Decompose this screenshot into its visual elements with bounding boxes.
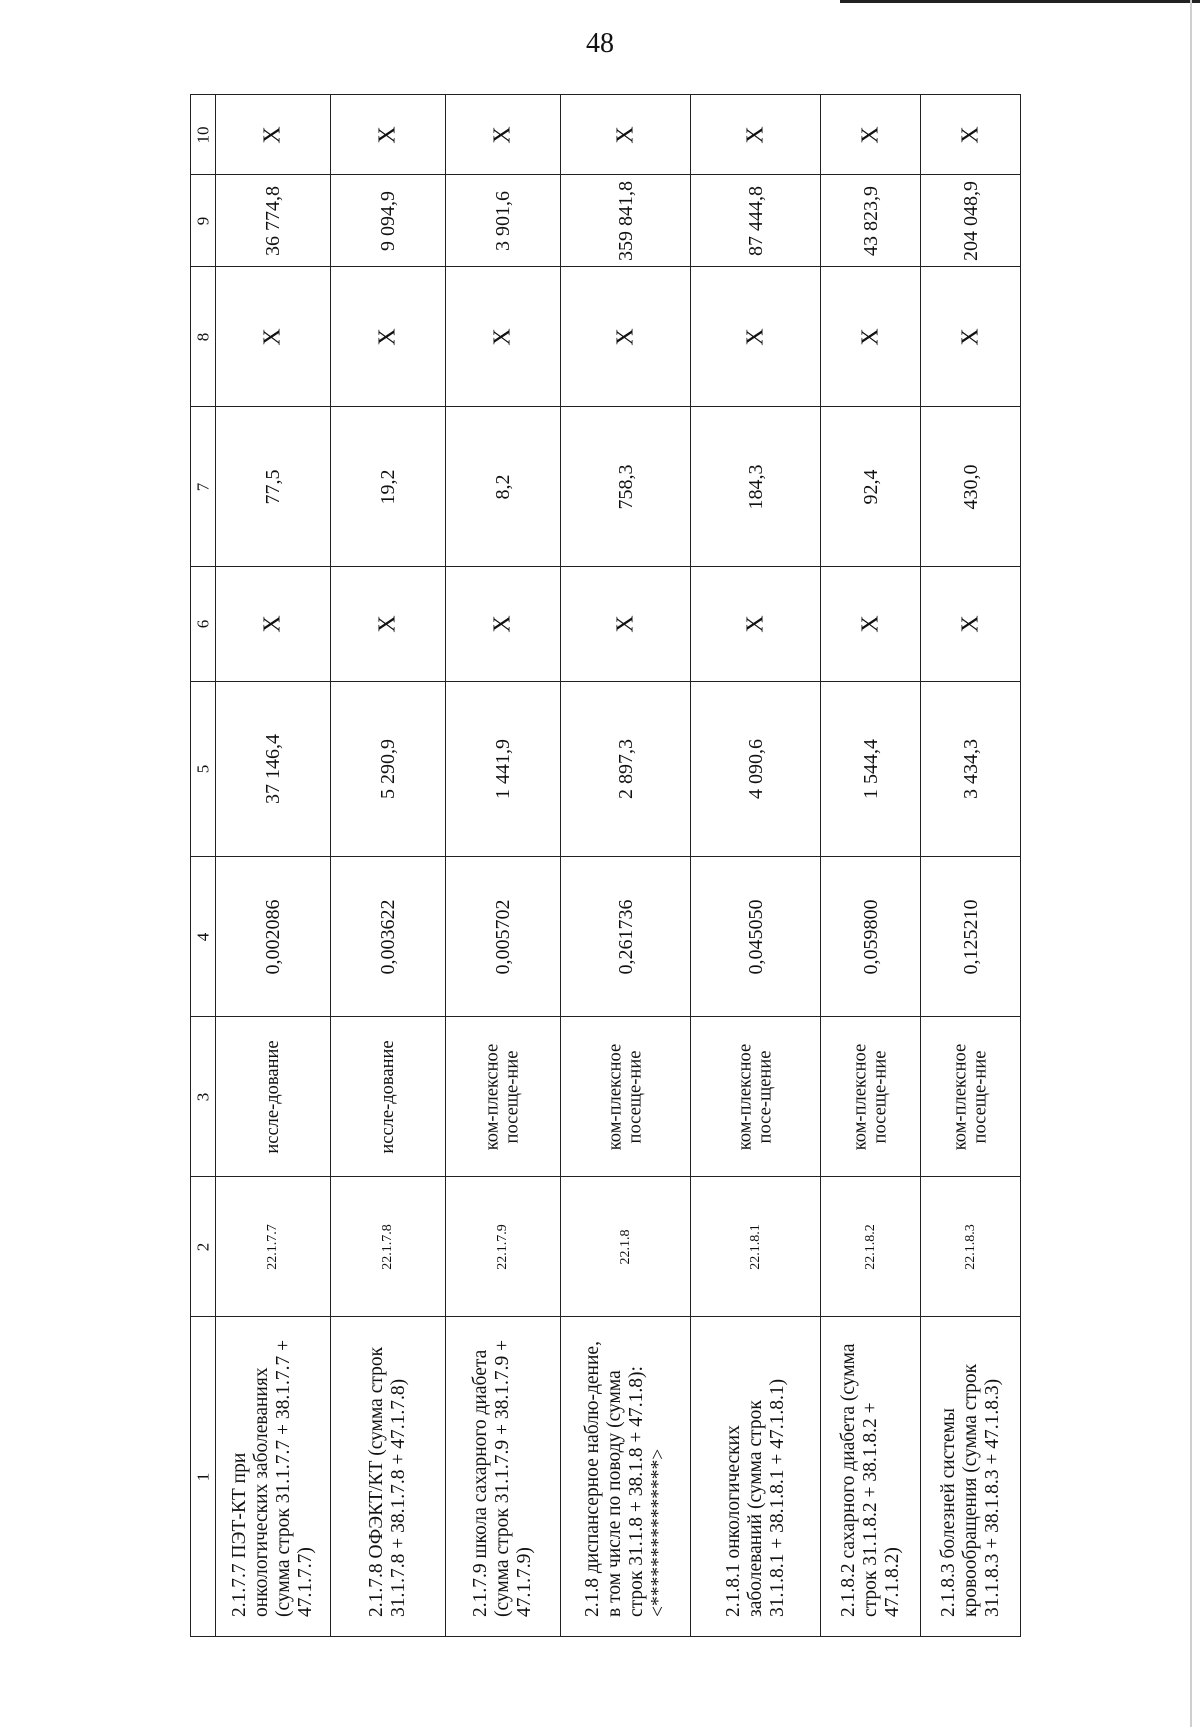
- cell-value: X: [259, 615, 286, 633]
- table-cell: [921, 682, 1021, 857]
- table-cell: [561, 1017, 691, 1177]
- table-cell: [691, 1317, 821, 1637]
- cell-value: X: [259, 327, 286, 346]
- table-cell: [821, 267, 921, 407]
- table-band-col-6: [191, 567, 1200, 682]
- table-cell: [921, 857, 1021, 1017]
- cell-unit: иссле-дование: [262, 1039, 283, 1154]
- table-cell: [691, 1017, 821, 1177]
- cell-value: X: [957, 125, 984, 144]
- table-cell: [446, 567, 561, 682]
- column-number: 7: [193, 482, 213, 491]
- column-number-cell: [191, 567, 216, 682]
- table-cell: [691, 95, 821, 175]
- column-number: 1: [193, 1472, 213, 1481]
- page-number: 48: [586, 28, 614, 59]
- table-band-col-7: [191, 407, 1200, 567]
- table-cell: [331, 1017, 446, 1177]
- table-cell: [821, 857, 921, 1017]
- cell-row-code: 22.1.8: [617, 1229, 633, 1264]
- cell-value: X: [957, 327, 984, 346]
- cell-value: 5 290,9: [376, 739, 399, 799]
- cell-value: 3 434,3: [959, 739, 982, 799]
- cell-value: 8,2: [491, 474, 514, 499]
- cell-row-code: 22.1.8.1: [747, 1223, 763, 1270]
- table-cell: [921, 1017, 1021, 1177]
- table-cell: [561, 95, 691, 175]
- table-cell: [691, 267, 821, 407]
- cell-value: 0,002086: [261, 899, 284, 974]
- cell-row-name: 2.1.7.8 ОФЭКТ/КТ (сумма строк 31.1.7.8 + 38.1.7.8 + 47.1.7.8): [365, 1346, 409, 1617]
- cell-unit: ком-плексное посе-щение: [735, 1043, 776, 1150]
- cell-value: X: [857, 615, 884, 633]
- column-number: 4: [193, 932, 213, 941]
- cell-value: X: [374, 125, 401, 144]
- table-band-col-8: [191, 267, 1200, 407]
- table-band-col-10: [191, 95, 1200, 175]
- table-cell: [446, 857, 561, 1017]
- table-cell: [446, 1317, 561, 1637]
- column-number: 8: [193, 332, 213, 341]
- column-number-cell: [191, 1017, 216, 1177]
- table-cell: [331, 267, 446, 407]
- table-cell: [691, 682, 821, 857]
- table-cell: [821, 1317, 921, 1637]
- cell-value: X: [857, 125, 884, 144]
- table-cell: [446, 1017, 561, 1177]
- table-cell: [331, 1317, 446, 1637]
- cell-row-name: 2.1.7.7 ПЭТ-КТ при онкологических заболеваниях (сумма строк 31.1.7.7 + 38.1.7.7 + 47.1.7.7): [228, 1339, 317, 1617]
- column-number-cell: [191, 95, 216, 175]
- table-band-col-4: [191, 857, 1200, 1017]
- cell-row-name: 2.1.8.3 болезней системы кровообращения (сумма строк 31.1.8.3 + 38.1.8.3 + 47.1.8.3): [937, 1363, 1003, 1617]
- cell-value: 0,045050: [744, 899, 767, 974]
- column-number-cell: [191, 857, 216, 1017]
- table-cell: [216, 407, 331, 567]
- rotated-data-table: [190, 94, 1200, 1637]
- cell-row-name: 2.1.8.1 онкологических заболеваний (сумма строк 31.1.8.1 + 38.1.8.1 + 47.1.8.1): [722, 1378, 788, 1617]
- cell-value: X: [489, 327, 516, 346]
- table-cell: [821, 682, 921, 857]
- column-number-cell: [191, 1317, 216, 1637]
- table-cell: [446, 407, 561, 567]
- cell-value: 77,5: [261, 469, 284, 504]
- table-cell: [561, 1317, 691, 1637]
- table-cell: [691, 407, 821, 567]
- column-number: 6: [193, 619, 213, 629]
- cell-value: 758,3: [614, 464, 637, 509]
- table-cell: [821, 567, 921, 682]
- cell-value: 0,005702: [491, 899, 514, 974]
- table-cell: [331, 682, 446, 857]
- table-cell: [821, 1017, 921, 1177]
- table-band-col-2: [191, 1177, 1200, 1317]
- table-cell: [561, 682, 691, 857]
- cell-value: X: [489, 125, 516, 144]
- table-cell: [921, 175, 1021, 267]
- cell-value: 4 090,6: [744, 739, 767, 799]
- table-cell: [561, 175, 691, 267]
- table-cell: [821, 407, 921, 567]
- column-number-cell: [191, 1177, 216, 1317]
- column-number: 10: [193, 126, 213, 143]
- table-cell: [446, 95, 561, 175]
- table-cell: [921, 1177, 1021, 1317]
- table-cell: [921, 95, 1021, 175]
- table-cell: [561, 267, 691, 407]
- column-number-cell: [191, 407, 216, 567]
- table-cell: [691, 1177, 821, 1317]
- table-cell: [446, 682, 561, 857]
- cell-value: 1 441,9: [491, 739, 514, 799]
- table-cell: [216, 1017, 331, 1177]
- cell-row-code: 22.1.7.8: [380, 1223, 396, 1270]
- cell-value: 0,125210: [959, 899, 982, 974]
- table-cell: [691, 175, 821, 267]
- cell-value: 36 774,8: [261, 185, 284, 256]
- table-cell: [331, 567, 446, 682]
- cell-value: 430,0: [959, 464, 982, 509]
- cell-unit: ком-плексное посеще-ние: [850, 1043, 891, 1150]
- table-cell: [331, 95, 446, 175]
- table-cell: [216, 95, 331, 175]
- column-number: 9: [193, 216, 213, 225]
- cell-value: 43 823,9: [859, 185, 882, 256]
- table-cell: [691, 567, 821, 682]
- table-cell: [216, 175, 331, 267]
- cell-value: 87 444,8: [744, 185, 767, 256]
- cell-value: X: [612, 125, 639, 144]
- cell-value: X: [374, 615, 401, 633]
- table-cell: [691, 857, 821, 1017]
- table-cell: [561, 857, 691, 1017]
- table-cell: [331, 175, 446, 267]
- table-cell: [821, 95, 921, 175]
- table-cell: [921, 407, 1021, 567]
- table-cell: [216, 857, 331, 1017]
- table-cell: [331, 857, 446, 1017]
- table-cell: [921, 1317, 1021, 1637]
- table-cell: [446, 1177, 561, 1317]
- table-cell: [331, 1177, 446, 1317]
- table-cell: [921, 267, 1021, 407]
- cell-value: X: [612, 615, 639, 633]
- table-cell: [921, 567, 1021, 682]
- cell-value: 3 901,6: [491, 190, 514, 251]
- top-edge-rule: [840, 0, 1200, 3]
- table-cell: [446, 175, 561, 267]
- table-cell: [446, 267, 561, 407]
- column-number: 2: [193, 1242, 213, 1251]
- column-number: 3: [193, 1092, 213, 1101]
- column-number-cell: [191, 267, 216, 407]
- table-cell: [561, 407, 691, 567]
- table-band-col-9: [191, 175, 1200, 267]
- cell-row-code: 22.1.7.7: [265, 1223, 281, 1270]
- table-band-col-3: [191, 1017, 1200, 1177]
- cell-value: X: [857, 327, 884, 346]
- cell-value: X: [742, 615, 769, 633]
- cell-value: 0,261736: [614, 899, 637, 974]
- cell-unit: ком-плексное посеще-ние: [482, 1043, 523, 1150]
- cell-value: X: [742, 125, 769, 144]
- cell-row-name: 2.1.8.2 сахарного диабета (сумма строк 31.1.8.2 + 38.1.8.2 + 47.1.8.2): [837, 1343, 903, 1617]
- cell-value: 2 897,3: [614, 739, 637, 799]
- cell-value: 184,3: [744, 464, 767, 509]
- cell-value: X: [957, 615, 984, 633]
- cell-value: 9 094,9: [376, 190, 399, 251]
- table-cell: [216, 567, 331, 682]
- table-cell: [561, 1177, 691, 1317]
- cell-row-name: 2.1.8 диспансерное наблю-дение, в том числе по поводу (сумма строк 31.1.8 + 38.1.8 + 47.1.8): <***************>: [581, 1340, 669, 1617]
- table-band-col-5: [191, 682, 1200, 857]
- cell-row-code: 22.1.8.3: [962, 1223, 978, 1270]
- cell-row-name: 2.1.7.9 школа сахарного диабета (сумма строк 31.1.7.9 + 38.1.7.9 + 47.1.7.9): [469, 1339, 536, 1617]
- column-number: 5: [193, 764, 213, 774]
- cell-value: X: [742, 327, 769, 346]
- cell-value: 359 841,8: [614, 180, 637, 261]
- cell-value: 0,059800: [859, 899, 882, 974]
- table-cell: [821, 1177, 921, 1317]
- cell-value: X: [612, 327, 639, 346]
- cell-row-code: 22.1.8.2: [862, 1223, 878, 1270]
- table-cell: [331, 407, 446, 567]
- table-cell: [561, 567, 691, 682]
- table-cell: [821, 175, 921, 267]
- cell-value: 0,003622: [376, 899, 399, 974]
- cell-unit: иссле-дование: [377, 1039, 398, 1154]
- table-cell: [216, 1317, 331, 1637]
- cell-unit: ком-плексное посеще-ние: [605, 1043, 646, 1150]
- cell-value: X: [259, 125, 286, 144]
- cell-value: X: [374, 327, 401, 346]
- table-cell: [216, 682, 331, 857]
- table-cell: [216, 267, 331, 407]
- column-number-cell: [191, 175, 216, 267]
- cell-value: 204 048,9: [959, 180, 982, 261]
- table-band-col-1: [191, 1317, 1200, 1637]
- table-cell: [216, 1177, 331, 1317]
- cell-value: 37 146,4: [261, 734, 284, 804]
- cell-value: X: [489, 615, 516, 633]
- cell-value: 92,4: [859, 469, 882, 504]
- cell-value: 19,2: [376, 469, 399, 504]
- column-number-cell: [191, 682, 216, 857]
- cell-value: 1 544,4: [859, 739, 882, 799]
- cell-unit: ком-плексное посеще-ние: [950, 1043, 991, 1150]
- cell-row-code: 22.1.7.9: [495, 1223, 511, 1270]
